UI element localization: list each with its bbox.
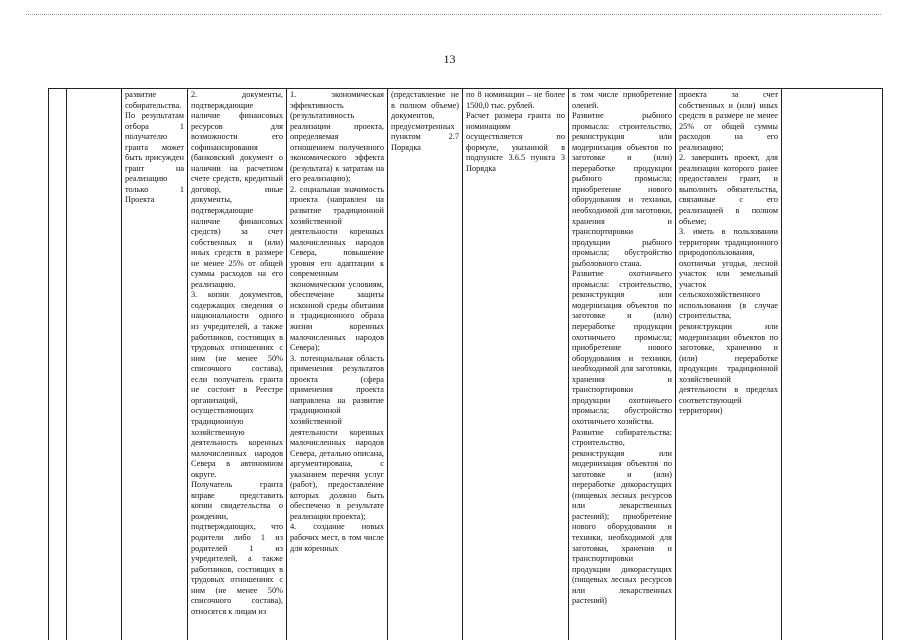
table-cell-nomination	[67, 89, 122, 640]
page-top-rule	[26, 14, 881, 15]
document-table	[48, 88, 883, 640]
table-cell-rejection-grounds: (представление не в полном объеме) документов, предусмотренных пунктом 2.7 Порядка	[388, 89, 463, 640]
table-row	[49, 89, 883, 640]
table-cell-number	[49, 89, 67, 640]
table-cell-grant-purposes: в том числе приобретение оленей. Развитие рыбного промысла: строительство, реконструкция или модернизация объектов по заготовке и (или) переработке продукции рыбного промысла; приобретение нового оборудования и техники, необходимой для заготовки, хранения и транспортировки продукции рыбного промысла; обустройство рыболовного стана. Развитие охотничьего промысла: строительство, реконструкция или модернизация объектов по заготовке и (или) переработке продукции охотничьего промысла; приобретение нового оборудования и техники, необходимой для заготовки, хранения и транспортировки продукции охотничьего промысла; обустройство охотничьего хозяйства. Развитие собирательства: строительство, реконструкция или модернизация объектов по заготовке и (или) переработке дикорастущих (пищевых лесных ресурсов или лекарственных растений); приобретение нового оборудования и техники, необходимой для заготовки, хранения и транспортировки продукции дикорастущих (пищевых лесных ресурсов или лекарственных растений)	[569, 89, 676, 640]
page-number: 13	[443, 52, 456, 66]
table-cell-grant-amount: по 8 номинации – не более 1500,0 тыс. рублей. Расчет размера гранта по номинациям осуществляется по формуле, указанной в подпункте 3.6.5 пункта 3 Порядка	[463, 89, 569, 640]
table-cell-recipient-obligations: проекта за счет собственных и (или) иных средств в размере не менее 25% от общей суммы расходов на его реализацию; 2. завершить проект, для реализации которого ранее предоставлен грант, и выполнить обязательства, связанные с его реализацией в полном объеме; 3. иметь в пользовании территории традиционного природопользования, охотничьи угодья, лесной участок или земельный участок сельскохозяйственного использования (в случае строительства, реконструкции или модернизации объектов по заготовке, хранению и (или) переработке продукции традиционной хозяйственной деятельности в пределах соответствующей территории)	[676, 89, 782, 640]
table-cell-empty	[782, 89, 883, 640]
table-cell-nomination-purpose: развитие собирательства. По результатам отбора 1 получателю гранта может быть присужден грант на реализацию только 1 Проекта	[122, 89, 188, 640]
table-cell-required-documents: 2. документы, подтверждающие наличие финансовых ресурсов для возможности его софинансирования (банковский документ о наличии на расчетном счете средств, кредитный договор, иные документы, подтверждающие наличие финансовых средств) за счет собственных и (или) иных средств в размере не менее 25% от общей суммы расходов на его реализацию. 3. копии документов, содержащих сведения о национальности одного из учредителей, а также работников, состоящих в трудовых отношениях с ним (не менее 50% списочного состава), если получатель гранта не состоит в Реестре организаций, осуществляющих традиционную хозяйственную деятельность коренных малочисленных народов Севера в автономном округе. Получатель гранта вправе представить копии свидетельства о рождении, подтверждающих, что родители либо 1 из родителей 1 из учредителей, а также работников, состоящих в трудовых отношениях с ним (не менее 50% списочного состава), относятся к лицам из	[188, 89, 287, 640]
table-cell-selection-criteria: 1. экономическая эффективность (результативность реализации проекта, определяемая отношением полученного экономического эффекта (результата) к затратам на его реализацию); 2. социальная значимость проекта (направлен на развитие традиционной хозяйственной деятельности коренных малочисленных народов Севера, повышение уровня его адаптации к современным экономическим условиям, обеспечение защиты исконной среды обитания и традиционного образа жизни коренных малочисленных народов Севера); 3. потенциальная область применения результатов проекта (сфера применения проекта направлена на развитие традиционной хозяйственной деятельности коренных малочисленных народов Севера, детально описана, аргументирована, с указанием перечня услуг (работ), предоставление которых должно быть обеспечено в результате реализации проекта); 4. создание новых рабочих мест, в том числе для коренных	[287, 89, 388, 640]
